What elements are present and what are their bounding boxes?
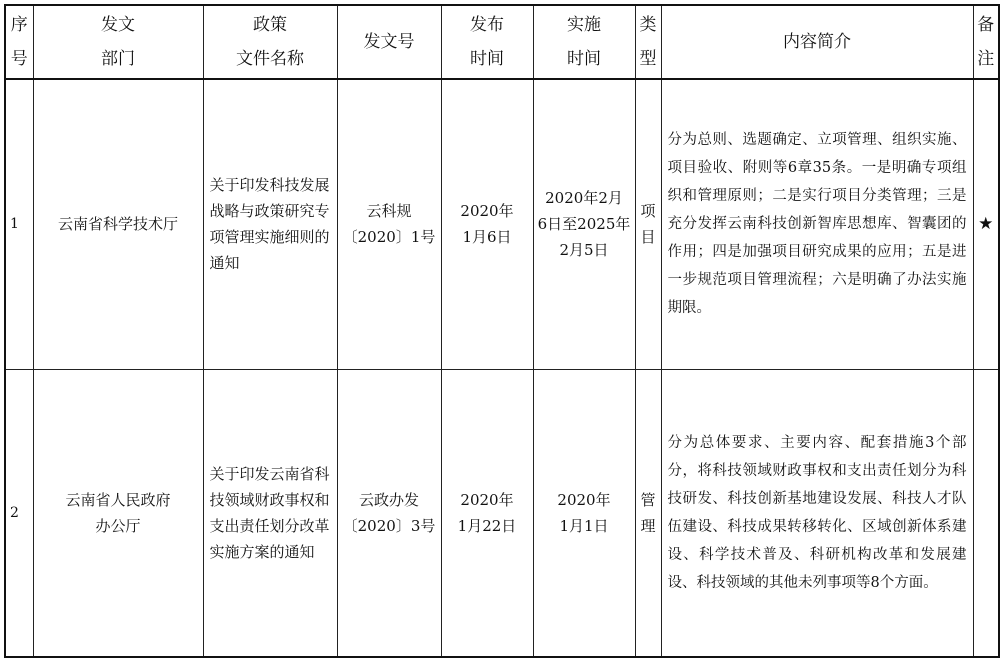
row-summary: 分为总体要求、主要内容、配套措施3个部分，将科技领域财政事权和支出责任划分为科技研发、科技创新基地建设发展、科技人才队伍建设、科技成果转移转化、区域创新体系建设、科学技术普及、科研机构改革和发展建设、科技领域的其他未列事项等8个方面。: [661, 369, 973, 657]
header-effective-date: 实施 时间: [533, 5, 635, 79]
table-row: [5, 369, 999, 657]
row-dept: 云南省人民政府 办公厅: [33, 369, 203, 657]
row-doc-no: 云政办发 〔2020〕3号: [337, 369, 441, 657]
row-type: 管 理: [635, 369, 661, 657]
star-icon: ★: [973, 79, 999, 369]
row-summary: 分为总则、选题确定、立项管理、组织实施、项目验收、附则等6章35条。一是明确专项组织和管理原则；二是实行项目分类管理；三是充分发挥云南科技创新智库思想库、智囊团的作用；四是加强项目研究成果的应用；五是进一步规范项目管理流程；六是明确了办法实施期限。: [661, 79, 973, 369]
row-index: 1: [5, 79, 33, 369]
row-doc-no: 云科规 〔2020〕1号: [337, 79, 441, 369]
table-row: [5, 79, 999, 369]
policy-table: [4, 4, 1000, 658]
row-policy-name: 关于印发云南省科技领域财政事权和支出责任划分改革实施方案的通知: [203, 369, 337, 657]
row-publish-date: 2020年 1月22日: [441, 369, 533, 657]
header-row: [5, 5, 999, 79]
header-policy-name: 政策 文件名称: [203, 5, 337, 79]
row-index: 2: [5, 369, 33, 657]
header-doc-no: 发文号: [337, 5, 441, 79]
header-dept: 发文 部门: [33, 5, 203, 79]
row-policy-name: 关于印发科技发展战略与政策研究专项管理实施细则的通知: [203, 79, 337, 369]
header-type: 类 型: [635, 5, 661, 79]
row-effective-date: 2020年 1月1日: [533, 369, 635, 657]
header-note: 备 注: [973, 5, 999, 79]
row-publish-date: 2020年 1月6日: [441, 79, 533, 369]
row-effective-date: 2020年2月 6日至2025年 2月5日: [533, 79, 635, 369]
header-index: 序 号: [5, 5, 33, 79]
row-type: 项 目: [635, 79, 661, 369]
header-publish-date: 发布 时间: [441, 5, 533, 79]
header-summary: 内容简介: [661, 5, 973, 79]
row-dept: 云南省科学技术厅: [33, 79, 203, 369]
row-note: [973, 369, 999, 657]
